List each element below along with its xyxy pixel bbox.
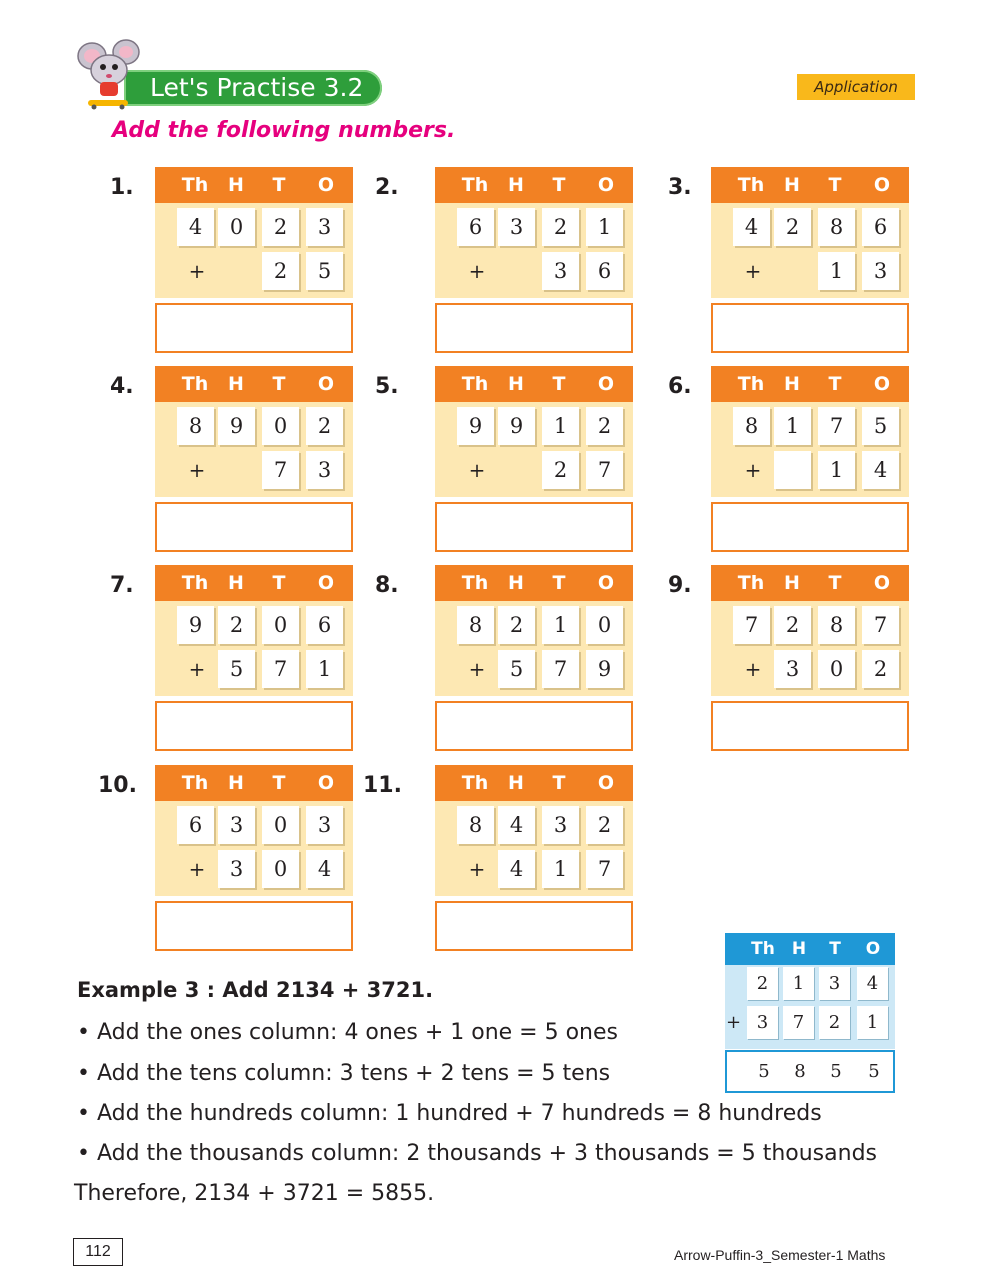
digit-cell: 3 xyxy=(218,850,255,888)
digit-cell: 6 xyxy=(306,606,343,644)
digit-cell: 1 xyxy=(818,252,855,290)
plus-sign: + xyxy=(468,657,486,681)
answer-box[interactable] xyxy=(711,502,909,552)
place-value-box xyxy=(711,565,909,749)
col-header: Th xyxy=(737,373,765,395)
mouse-mascot-icon xyxy=(74,38,160,110)
digit-cell: 7 xyxy=(783,1006,814,1039)
col-header: O xyxy=(873,373,891,395)
digits-area xyxy=(155,203,353,298)
digit-cell: 3 xyxy=(306,451,343,489)
example-header-row xyxy=(725,933,895,965)
digit-cell: 4 xyxy=(733,208,770,246)
col-header: Th xyxy=(181,174,209,196)
answer-box[interactable] xyxy=(155,502,353,552)
digit-cell: 1 xyxy=(783,967,814,1000)
column-header-row xyxy=(435,366,633,402)
digits-area xyxy=(711,402,909,497)
plus-sign: + xyxy=(468,259,486,283)
column-header-row xyxy=(155,167,353,203)
digit-cell: 8 xyxy=(818,208,855,246)
digit-cell: 7 xyxy=(262,650,299,688)
digit-cell: 4 xyxy=(857,967,888,1000)
col-header: T xyxy=(552,772,566,794)
empty-digit-cell xyxy=(774,451,811,489)
col-header: H xyxy=(228,572,244,594)
digit-cell: 1 xyxy=(306,650,343,688)
example-place-value-box xyxy=(725,933,895,1093)
answer-box[interactable] xyxy=(711,303,909,353)
col-header: O xyxy=(317,373,335,395)
digits-area xyxy=(155,601,353,696)
question-number: 8. xyxy=(375,573,399,598)
digit-cell: 8 xyxy=(818,606,855,644)
instruction-text: Add the following numbers. xyxy=(112,118,456,143)
col-header: O xyxy=(597,572,615,594)
example-conclusion: Therefore, 2134 + 3721 = 5855. xyxy=(74,1181,435,1206)
digit-cell: 3 xyxy=(542,252,579,290)
col-header: H xyxy=(508,174,524,196)
question-number: 5. xyxy=(375,374,399,399)
digit-cell: 1 xyxy=(542,850,579,888)
col-header-t: T xyxy=(829,939,841,959)
digit-cell: 2 xyxy=(774,606,811,644)
example-step: • Add the hundreds column: 1 hundred + 7 hundreds = 8 hundreds xyxy=(77,1101,822,1126)
col-header: Th xyxy=(181,572,209,594)
col-header-th: Th xyxy=(751,939,775,959)
digit-cell: 2 xyxy=(862,650,899,688)
column-header-row xyxy=(435,565,633,601)
answer-box[interactable] xyxy=(435,701,633,751)
place-value-box xyxy=(435,366,633,550)
digit-cell: 1 xyxy=(542,606,579,644)
answer-box[interactable] xyxy=(435,901,633,951)
col-header: T xyxy=(272,572,286,594)
plus-sign: + xyxy=(744,657,762,681)
digit-cell: 0 xyxy=(262,606,299,644)
column-header-row xyxy=(155,366,353,402)
place-value-box xyxy=(711,366,909,550)
digit-cell: 8 xyxy=(457,806,494,844)
digit-cell: 3 xyxy=(306,208,343,246)
question-number: 3. xyxy=(668,175,692,200)
digit-cell: 5 xyxy=(862,407,899,445)
digit-cell: 3 xyxy=(542,806,579,844)
place-value-box xyxy=(435,765,633,949)
answer-box[interactable] xyxy=(435,502,633,552)
plus-sign: + xyxy=(744,458,762,482)
digit-cell: 2 xyxy=(542,208,579,246)
digit-cell: 5 xyxy=(306,252,343,290)
digit-cell: 9 xyxy=(177,606,214,644)
question-number: 7. xyxy=(110,573,134,598)
digits-area xyxy=(711,601,909,696)
digits-area xyxy=(435,402,633,497)
digits-area xyxy=(711,203,909,298)
place-value-box xyxy=(155,366,353,550)
col-header: T xyxy=(828,373,842,395)
column-header-row xyxy=(155,565,353,601)
plus-sign: + xyxy=(744,259,762,283)
digit-cell: 0 xyxy=(262,806,299,844)
question-number: 2. xyxy=(375,175,399,200)
digit-cell: 2 xyxy=(586,806,623,844)
col-header: H xyxy=(784,174,800,196)
digit-cell: 2 xyxy=(218,606,255,644)
digit-cell: 5 xyxy=(498,650,535,688)
col-header-o: O xyxy=(865,939,881,959)
example-step: • Add the ones column: 4 ones + 1 one = 5 ones xyxy=(77,1020,618,1045)
plus-sign: + xyxy=(188,259,206,283)
digit-cell: 4 xyxy=(306,850,343,888)
digit-cell: 3 xyxy=(747,1006,778,1039)
plus-sign: + xyxy=(468,458,486,482)
digit-cell: 0 xyxy=(818,650,855,688)
digit-cell: 3 xyxy=(306,806,343,844)
plus-sign: + xyxy=(188,657,206,681)
digit-cell: 1 xyxy=(774,407,811,445)
col-header: Th xyxy=(181,373,209,395)
plus-sign: + xyxy=(188,458,206,482)
digit-cell: 0 xyxy=(218,208,255,246)
digit-cell: 2 xyxy=(542,451,579,489)
col-header: O xyxy=(317,174,335,196)
col-header: O xyxy=(317,772,335,794)
digit-cell: 2 xyxy=(586,407,623,445)
col-header: H xyxy=(508,772,524,794)
digit-cell: 8 xyxy=(733,407,770,445)
col-header: Th xyxy=(737,572,765,594)
digit-cell: 1 xyxy=(818,451,855,489)
digits-area xyxy=(435,601,633,696)
col-header: Th xyxy=(461,174,489,196)
col-header: O xyxy=(317,572,335,594)
digit-cell: 2 xyxy=(819,1006,850,1039)
answer-box[interactable] xyxy=(155,701,353,751)
col-header: H xyxy=(228,174,244,196)
column-header-row xyxy=(155,765,353,801)
digits-area xyxy=(155,801,353,896)
place-value-box xyxy=(155,765,353,949)
col-header: Th xyxy=(181,772,209,794)
answer-box[interactable] xyxy=(435,303,633,353)
digit-cell: 8 xyxy=(177,407,214,445)
page-number: 112 xyxy=(73,1238,123,1266)
col-header: Th xyxy=(737,174,765,196)
column-header-row xyxy=(711,565,909,601)
question-number: 9. xyxy=(668,573,692,598)
col-header: O xyxy=(597,174,615,196)
digit-cell: 2 xyxy=(774,208,811,246)
col-header: H xyxy=(508,373,524,395)
digit-cell: 2 xyxy=(262,252,299,290)
digit-cell: 9 xyxy=(498,407,535,445)
digit-cell: 3 xyxy=(498,208,535,246)
answer-digit: 8 xyxy=(794,1061,806,1082)
digit-cell: 9 xyxy=(586,650,623,688)
digit-cell: 6 xyxy=(457,208,494,246)
example-step: • Add the tens column: 3 tens + 2 tens = 5 tens xyxy=(77,1061,611,1086)
digit-cell: 7 xyxy=(862,606,899,644)
digit-cell: 0 xyxy=(262,407,299,445)
digit-cell: 7 xyxy=(586,850,623,888)
digit-cell: 2 xyxy=(747,967,778,1000)
place-value-box xyxy=(155,167,353,351)
digit-cell: 2 xyxy=(306,407,343,445)
col-header: T xyxy=(552,373,566,395)
question-number: 10. xyxy=(98,773,137,798)
col-header: H xyxy=(228,772,244,794)
digit-cell: 1 xyxy=(857,1006,888,1039)
col-header: T xyxy=(272,174,286,196)
book-footer: Arrow-Puffin-3_Semester-1 Maths xyxy=(674,1247,886,1263)
col-header: T xyxy=(828,572,842,594)
digit-cell: 3 xyxy=(819,967,850,1000)
example-body xyxy=(725,965,895,1049)
digit-cell: 1 xyxy=(586,208,623,246)
column-header-row xyxy=(435,167,633,203)
col-header: O xyxy=(873,174,891,196)
col-header: Th xyxy=(461,373,489,395)
col-header: H xyxy=(784,373,800,395)
plus-sign: + xyxy=(726,1012,742,1033)
digit-cell: 7 xyxy=(262,451,299,489)
col-header: T xyxy=(272,772,286,794)
digit-cell: 6 xyxy=(862,208,899,246)
question-number: 11. xyxy=(363,773,402,798)
digit-cell: 4 xyxy=(498,850,535,888)
col-header: H xyxy=(784,572,800,594)
digit-cell: 6 xyxy=(586,252,623,290)
col-header: Th xyxy=(461,772,489,794)
column-header-row xyxy=(711,167,909,203)
digit-cell: 2 xyxy=(262,208,299,246)
digit-cell: 2 xyxy=(498,606,535,644)
digit-cell: 0 xyxy=(586,606,623,644)
digit-cell: 7 xyxy=(818,407,855,445)
col-header: T xyxy=(828,174,842,196)
digits-area xyxy=(435,203,633,298)
digit-cell: 3 xyxy=(774,650,811,688)
place-value-box xyxy=(711,167,909,351)
col-header: H xyxy=(228,373,244,395)
digit-cell: 7 xyxy=(733,606,770,644)
digit-cell: 5 xyxy=(218,650,255,688)
digit-cell: 1 xyxy=(542,407,579,445)
place-value-box xyxy=(155,565,353,749)
place-value-box xyxy=(435,167,633,351)
digits-area xyxy=(155,402,353,497)
answer-box[interactable] xyxy=(711,701,909,751)
digit-cell: 7 xyxy=(542,650,579,688)
col-header: O xyxy=(597,772,615,794)
place-value-box xyxy=(435,565,633,749)
digits-area xyxy=(435,801,633,896)
digit-cell: 4 xyxy=(498,806,535,844)
col-header: T xyxy=(552,572,566,594)
example-answer-box xyxy=(725,1050,895,1093)
col-header: T xyxy=(552,174,566,196)
col-header-h: H xyxy=(791,939,807,959)
question-number: 4. xyxy=(110,374,134,399)
col-header: H xyxy=(508,572,524,594)
digit-cell: 6 xyxy=(177,806,214,844)
plus-sign: + xyxy=(188,857,206,881)
digit-cell: 4 xyxy=(177,208,214,246)
example-title: Example 3 : Add 2134 + 3721. xyxy=(77,978,434,1002)
answer-box[interactable] xyxy=(155,303,353,353)
answer-digit: 5 xyxy=(830,1061,842,1082)
question-number: 1. xyxy=(110,175,134,200)
example-step: • Add the thousands column: 2 thousands + 3 thousands = 5 thousands xyxy=(77,1141,877,1166)
answer-digit: 5 xyxy=(758,1061,770,1082)
question-number: 6. xyxy=(668,374,692,399)
page-title: Let's Practise 3.2 xyxy=(150,73,364,102)
digit-cell: 3 xyxy=(862,252,899,290)
col-header: O xyxy=(873,572,891,594)
column-header-row xyxy=(435,765,633,801)
application-tag: Application xyxy=(797,74,915,100)
digit-cell: 9 xyxy=(457,407,494,445)
digit-cell: 7 xyxy=(586,451,623,489)
answer-box[interactable] xyxy=(155,901,353,951)
digit-cell: 0 xyxy=(262,850,299,888)
col-header: Th xyxy=(461,572,489,594)
plus-sign: + xyxy=(468,857,486,881)
digit-cell: 9 xyxy=(218,407,255,445)
digit-cell: 4 xyxy=(862,451,899,489)
col-header: T xyxy=(272,373,286,395)
answer-digit: 5 xyxy=(868,1061,880,1082)
digit-cell: 8 xyxy=(457,606,494,644)
digit-cell: 3 xyxy=(218,806,255,844)
column-header-row xyxy=(711,366,909,402)
col-header: O xyxy=(597,373,615,395)
